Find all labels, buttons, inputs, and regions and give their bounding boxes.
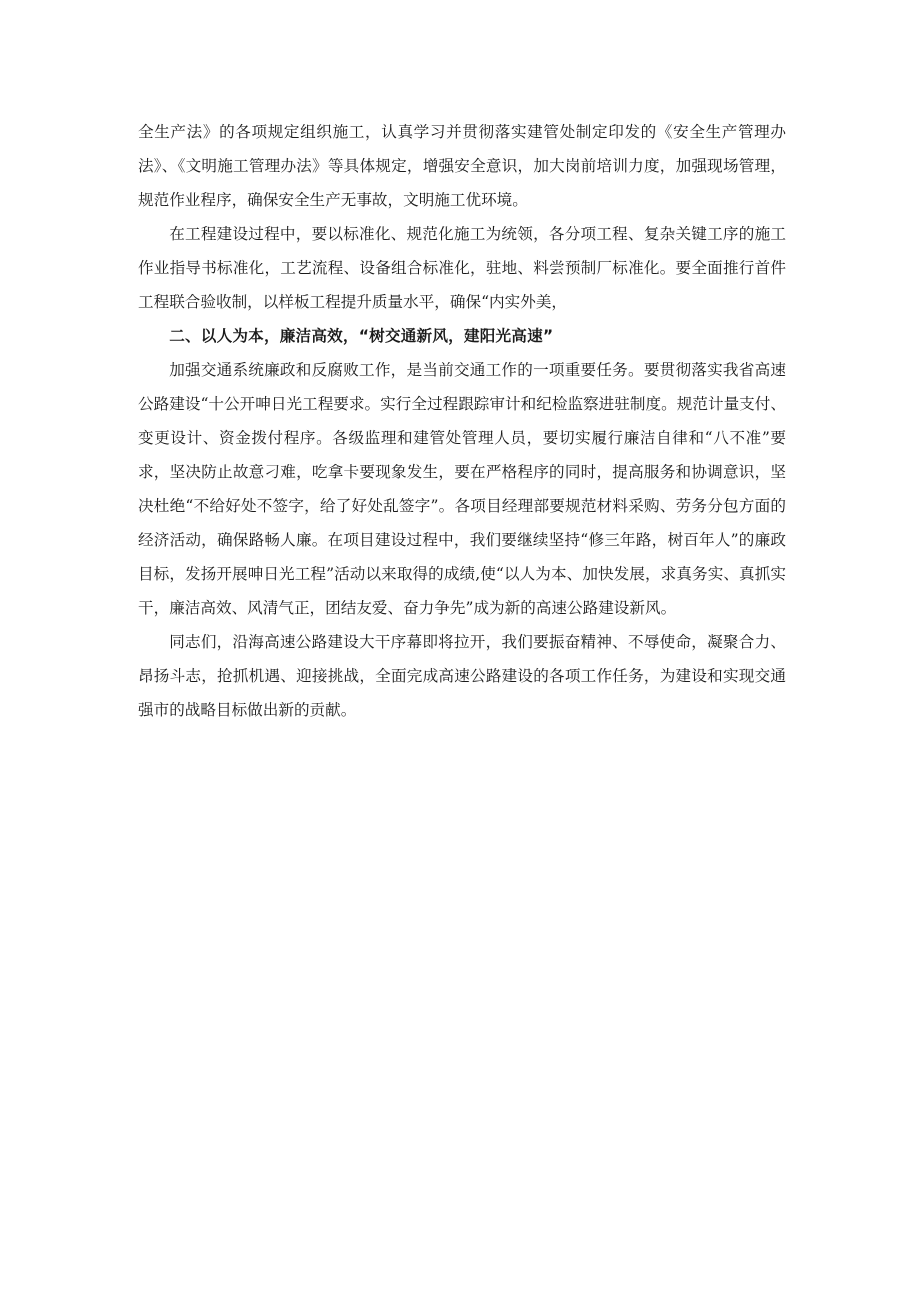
section-heading: 二、以人为本，廉洁高效，“树交通新风，建阳光高速”	[169, 327, 554, 345]
paragraph-1: 全生产法》的各项规定组织施工，认真学习并贯彻落实建管处制定印发的《安全生产管理办法》、《文明施工管理办法》等具体规定，增强安全意识，加大岗前培训力度，加强现场管理，规范作业程序，确保安全生产无事故，文明施工优环境。	[138, 123, 786, 209]
document-body	[138, 115, 786, 727]
paragraph-2: 在工程建设过程中，要以标准化、规范化施工为统领，各分项工程、复杂关键工序的施工作业指导书标准化，工艺流程、设备组合标准化，驻地、料尝预制厂标准化。要全面推行首件工程联合验收制，以样板工程提升质量水平，确保“内实外美，	[138, 225, 786, 311]
paragraph-4: 同志们，沿海高速公路建设大干序幕即将拉开，我们要振奋精神、不辱使命，凝聚合力、昂扬斗志，抢抓机遇、迎接挑战，全面完成高速公路建设的各项工作任务，为建设和实现交通强市的战略目标做出新的贡献。	[138, 633, 786, 719]
paragraph-3: 加强交通系统廉政和反腐败工作，是当前交通工作的一项重要任务。要贯彻落实我省高速公路建设“十公开呻日光工程要求。实行全过程跟踪审计和纪检监察进驻制度。规范计量支付、变更设计、资金拨付程序。各级监理和建管处管理人员，要切实履行廉洁自律和“八不准”要求，坚决防止故意刁难，吃拿卡要现象发生，要在严格程序的同时，提高服务和协调意识，坚决杜绝“不给好处不签字，给了好处乱签字”。各项目经理部要规范材料采购、劳务分包方面的经济活动，确保路畅人廉。在项目建设过程中，我们要继续坚持“修三年路，树百年人”的廉政目标，发扬开展呻日光工程”活动以来取得的成绩,使“以人为本、加快发展，求真务实、真抓实干，廉洁高效、风清气正，团结友爱、奋力争先”成为新的高速公路建设新风。	[138, 361, 786, 617]
